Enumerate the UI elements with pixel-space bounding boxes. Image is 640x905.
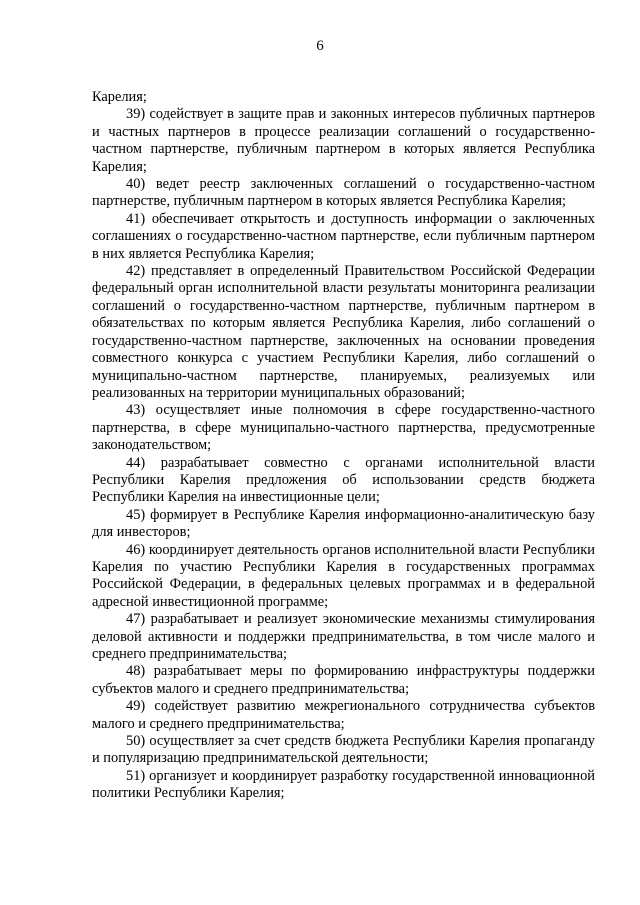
document-body <box>92 89 595 803</box>
page-number: 6 <box>316 38 324 54</box>
paragraph-item-46: 46) координирует деятельность органов исполнительной власти Республики Карелия по участию Республики Карелия в государственных программах Российской Федерации, в федеральных целевых программах и в федеральной адресной инвестиционной программе; <box>92 541 595 610</box>
paragraph-item-47: 47) разрабатывает и реализует экономические механизмы стимулирования деловой активности и поддержки предпринимательства, в том числе малого и среднего предпринимательства; <box>92 611 595 662</box>
paragraph-item-39: 39) содействует в защите прав и законных интересов публичных партнеров и частных партнеров в процессе реализации соглашений о государственно-частном партнерстве, публичным партнером в которых является Республика Карелия; <box>92 106 595 175</box>
paragraph-item-49: 49) содействует развитию межрегионального сотрудничества субъектов малого и среднего предпринимательства; <box>92 698 595 732</box>
paragraph-continuation: Карелия; <box>92 89 147 105</box>
paragraph-item-44: 44) разрабатывает совместно с органами исполнительной власти Республики Карелия предложения об использовании средств бюджета Республики Карелия на инвестиционные цели; <box>92 454 595 506</box>
paragraph-item-40: 40) ведет реестр заключенных соглашений о государственно-частном партнерстве, публичным партнером в которых является Республика Карелия; <box>92 176 595 210</box>
paragraph-item-43: 43) осуществляет иные полномочия в сфере государственно-частного партнерства, в сфере муниципально-частного партнерства, предусмотренные законодательством; <box>92 402 595 454</box>
paragraph-item-42: 42) представляет в определенный Правительством Российской Федерации федеральный орган исполнительной власти результаты мониторинга реализации соглашений о государственно-частном партнерстве, публичным партнером в обязательствах по которым является Республика Карелия, либо соглашений о государственно-частном партнерстве, заключенных на основании проведения совместного конкурса с участием Республики Карелия, либо соглашений о муниципально-частном партнерстве, планируемых, реализуемых или реализованных на территории муниципальных образований; <box>92 263 595 401</box>
paragraph-item-41: 41) обеспечивает открытость и доступность информации о заключенных соглашениях о государственно-частном партнерстве, если публичным партнером в них является Республика Карелия; <box>92 210 595 262</box>
paragraph-item-48: 48) разрабатывает меры по формированию инфраструктуры поддержки субъектов малого и среднего предпринимательства; <box>92 663 595 697</box>
paragraph-item-45: 45) формирует в Республике Карелия информационно-аналитическую базу для инвесторов; <box>92 506 595 541</box>
paragraph-item-51: 51) организует и координирует разработку государственной инновационной политики Республики Карелия; <box>92 767 595 802</box>
paragraph-item-50: 50) осуществляет за счет средств бюджета Республики Карелия пропаганду и популяризацию предпринимательской деятельности; <box>92 733 595 767</box>
